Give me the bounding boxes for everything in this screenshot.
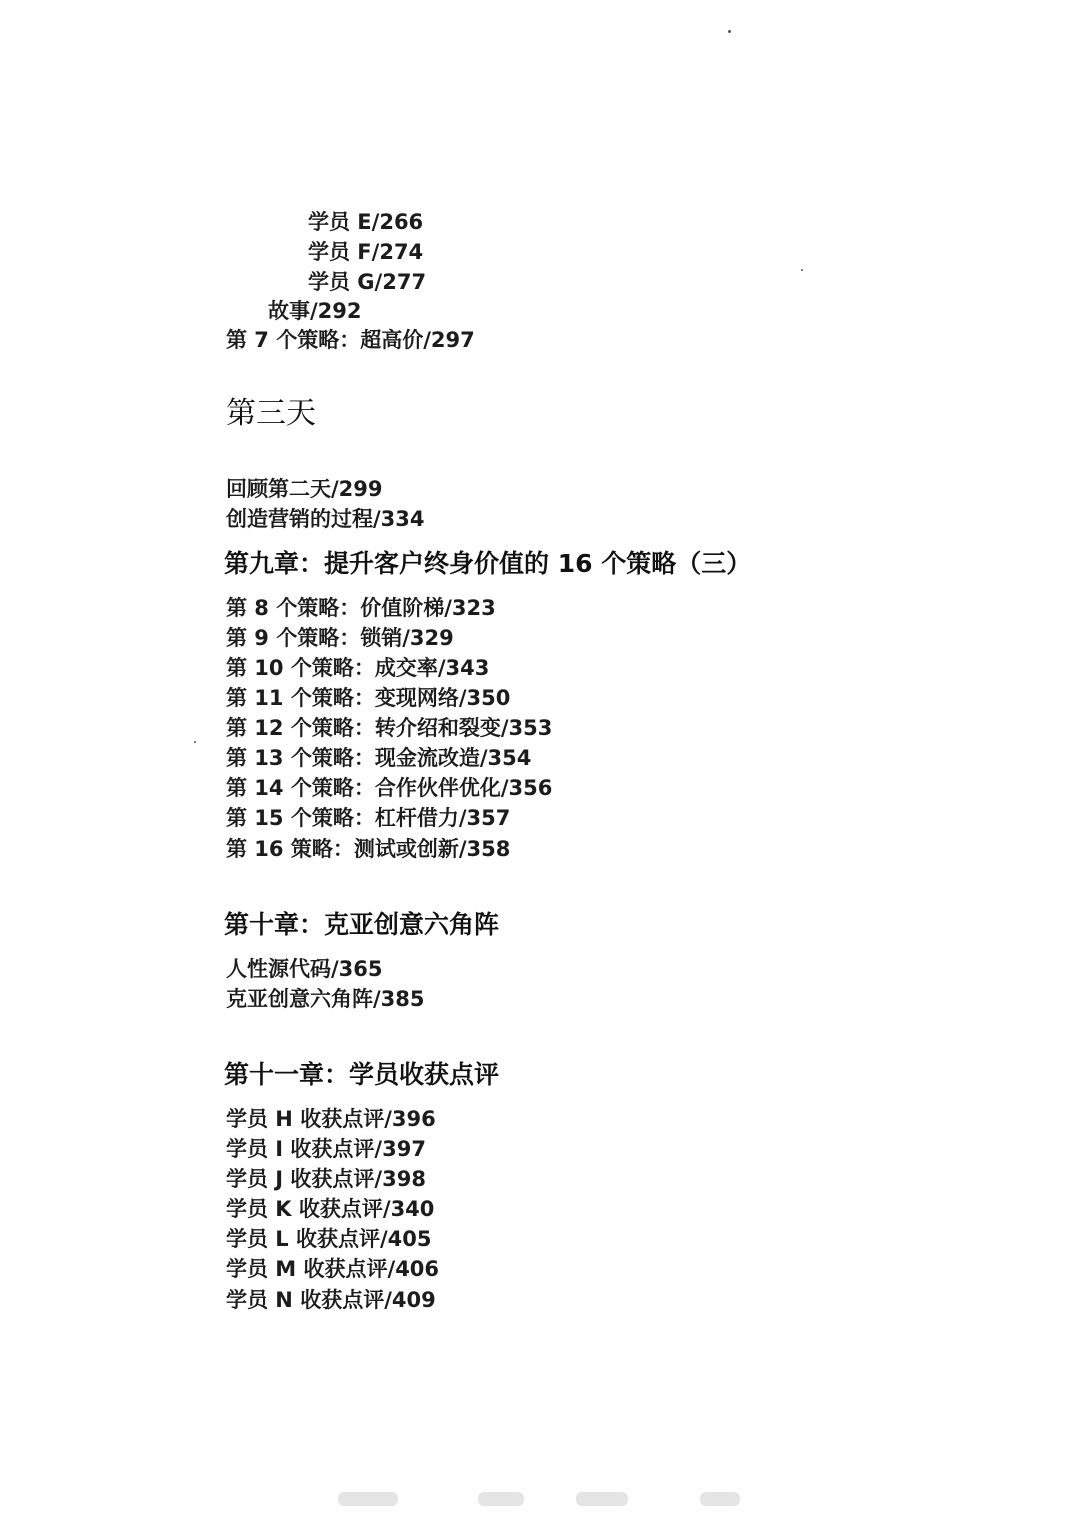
toc-entry: 学员 G/277 xyxy=(308,270,427,294)
toc-entry: 学员 I 收获点评/397 xyxy=(226,1137,426,1161)
toc-entry: 学员 E/266 xyxy=(308,210,424,234)
toc-entry: 学员 M 收获点评/406 xyxy=(226,1257,440,1281)
toc-entry: 学员 H 收获点评/396 xyxy=(226,1107,436,1131)
toc-entry: 学员 F/274 xyxy=(308,240,424,264)
toc-entry: 第 10 个策略：成交率/343 xyxy=(226,656,490,680)
toc-entry: 第 9 个策略：锁销/329 xyxy=(226,626,454,650)
toc-entry: 第 15 个策略：杠杆借力/357 xyxy=(226,806,511,830)
toc-entry: 学员 N 收获点评/409 xyxy=(226,1288,436,1312)
toc-entry: 学员 K 收获点评/340 xyxy=(226,1197,435,1221)
scan-bleed-through xyxy=(700,1492,740,1506)
chapter-heading: 第十章：克亚创意六角阵 xyxy=(224,910,500,939)
toc-entry: 故事/292 xyxy=(268,299,362,323)
toc-entry: 人性源代码/365 xyxy=(226,957,383,981)
toc-entry: 第 16 策略：测试或创新/358 xyxy=(226,837,511,861)
toc-entry: 学员 L 收获点评/405 xyxy=(226,1227,432,1251)
toc-entry: 第 11 个策略：变现网络/350 xyxy=(226,686,511,710)
scan-bleed-through xyxy=(338,1492,398,1506)
toc-entry: 第 13 个策略：现金流改造/354 xyxy=(226,746,532,770)
toc-entry: 第 8 个策略：价值阶梯/323 xyxy=(226,596,496,620)
scan-speck xyxy=(194,741,196,743)
scan-bleed-through xyxy=(576,1492,628,1506)
toc-entry: 第 7 个策略：超高价/297 xyxy=(226,328,475,352)
chapter-heading: 第十一章：学员收获点评 xyxy=(224,1060,500,1089)
toc-entry: 第 12 个策略：转介绍和裂变/353 xyxy=(226,716,553,740)
chapter-heading: 第九章：提升客户终身价值的 16 个策略（三） xyxy=(224,549,752,578)
toc-entry: 回顾第二天/299 xyxy=(226,477,383,501)
toc-entry: 第 14 个策略：合作伙伴优化/356 xyxy=(226,776,553,800)
day-heading: 第三天 xyxy=(226,396,316,431)
scan-bleed-through xyxy=(478,1492,524,1506)
toc-entry: 克亚创意六角阵/385 xyxy=(226,987,425,1011)
toc-entry: 学员 J 收获点评/398 xyxy=(226,1167,426,1191)
toc-entry: 创造营销的过程/334 xyxy=(226,507,425,531)
scan-speck xyxy=(801,269,803,271)
scan-speck xyxy=(728,30,731,33)
